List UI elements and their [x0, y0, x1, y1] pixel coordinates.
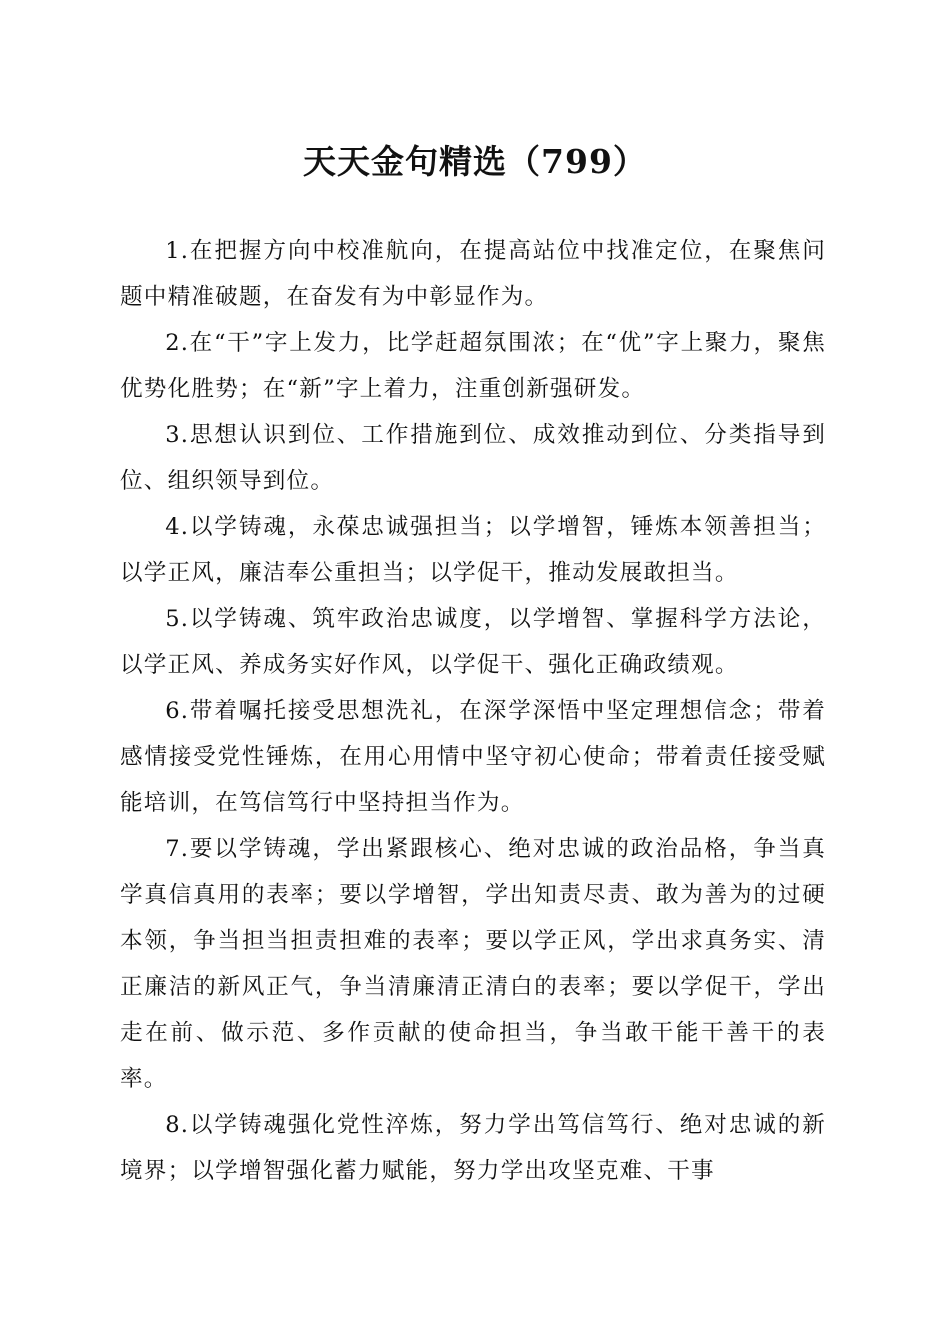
paragraph-1: 1.在把握方向中校准航向，在提高站位中找准定位，在聚焦问题中精准破题，在奋发有为中彰显作为。: [120, 238, 826, 310]
document-title: 天天金句精选（799）: [303, 142, 647, 181]
paragraph-5: 5.以学铸魂、筑牢政治忠诚度，以学增智、掌握科学方法论，以学正风、养成务实好作风，以学促干、强化正确政绩观。: [120, 606, 826, 678]
paragraph-7: 7.要以学铸魂，学出紧跟核心、绝对忠诚的政治品格，争当真学真信真用的表率；要以学增智，学出知责尽责、敢为善为的过硬本领，争当担当担责担难的表率；要以学正风，学出求真务实、清正廉洁的新风正气，争当清廉清正清白的表率；要以学促干，学出走在前、做示范、多作贡献的使命担当，争当敢干能干善干的表率。: [120, 836, 826, 1092]
paragraph-2: 2.在“干”字上发力，比学赶超氛围浓；在“优”字上聚力，聚焦优势化胜势；在“新”字上着力，注重创新强研发。: [120, 330, 826, 402]
paragraph-6: 6.带着嘱托接受思想洗礼，在深学深悟中坚定理想信念；带着感情接受党性锤炼，在用心用情中坚守初心使命；带着责任接受赋能培训，在笃信笃行中坚持担当作为。: [120, 698, 826, 816]
paragraph-3: 3.思想认识到位、工作措施到位、成效推动到位、分类指导到位、组织领导到位。: [120, 422, 826, 494]
paragraph-4: 4.以学铸魂，永葆忠诚强担当；以学增智，锤炼本领善担当；以学正风，廉洁奉公重担当；以学促干，推动发展敢担当。: [120, 514, 826, 586]
paragraph-8: 8.以学铸魂强化党性淬炼，努力学出笃信笃行、绝对忠诚的新境界；以学增智强化蓄力赋能，努力学出攻坚克难、干事: [120, 1112, 826, 1184]
document-body: [120, 228, 826, 1194]
